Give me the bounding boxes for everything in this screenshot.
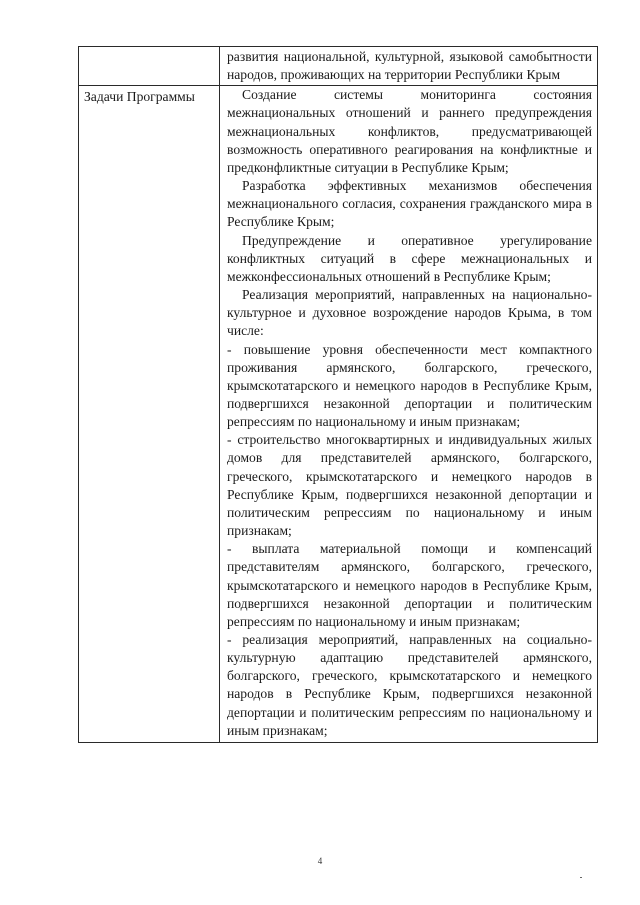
task-bullet: - реализация мероприятий, направленных на социально-культурную адаптацию представителей армянского, болгарского, греческого, крымскотатарского и немецкого народов в Республике Крым, подвергшихся незаконной депортации и политическим репрессиям по национальному и иным признакам; <box>227 632 592 738</box>
program-table <box>78 46 598 743</box>
row1-label-cell <box>79 47 220 86</box>
row-label-program-tasks: Задачи Программы <box>79 86 220 743</box>
scan-speck <box>580 877 582 878</box>
task-bullet: - строительство многоквартирных и индивидуальных жилых домов для представителей армянского, болгарского, греческого, крымскотатарского и немецкого народов в Республике Крым, подвергшихся незаконной депортации и политическим репрессиям по национальному и иным признакам; <box>227 432 592 539</box>
table-row <box>79 47 598 86</box>
row1-content-cell <box>220 47 598 86</box>
row1-content-text: развития национальной, культурной, языковой самобытности народов, проживающих на территории Республики Крым <box>227 49 592 83</box>
task-bullet: - выплата материальной помощи и компенсаций представителям армянского, болгарского, греческого, крымскотатарского и немецкого народов в Республике Крым, подвергшихся незаконной депортации и политическим репрессиям по национальному и иным признакам; <box>227 541 592 629</box>
task-paragraph: Реализация мероприятий, направленных на национально-культурное и духовное возрождение народов Крыма, в том числе: <box>227 287 592 339</box>
program-tasks-content <box>220 86 598 743</box>
table-row <box>79 86 598 743</box>
task-paragraph: Разработка эффективных механизмов обеспечения межнационального согласия, сохранения гражданского мира в Республике Крым; <box>227 178 592 230</box>
task-bullet: - повышение уровня обеспеченности мест компактного проживания армянского, болгарского, греческого, крымскотатарского и немецкого народов в Республике Крым, подвергшихся незаконной депортации и политическим репрессиям по национальному и иным признакам; <box>227 341 592 430</box>
task-paragraph: Предупреждение и оперативное урегулирование конфликтных ситуаций в сфере межнациональных и межконфессиональных отношений в Республике Крым; <box>227 232 592 284</box>
task-paragraph: Создание системы мониторинга состояния межнациональных отношений и раннего предупреждения межнациональных конфликтов, предусматривающей возможность оперативного реагирования на конфликтные и предконфликтные ситуации в Республике Крым; <box>227 87 592 175</box>
page-number: 4 <box>317 856 323 866</box>
